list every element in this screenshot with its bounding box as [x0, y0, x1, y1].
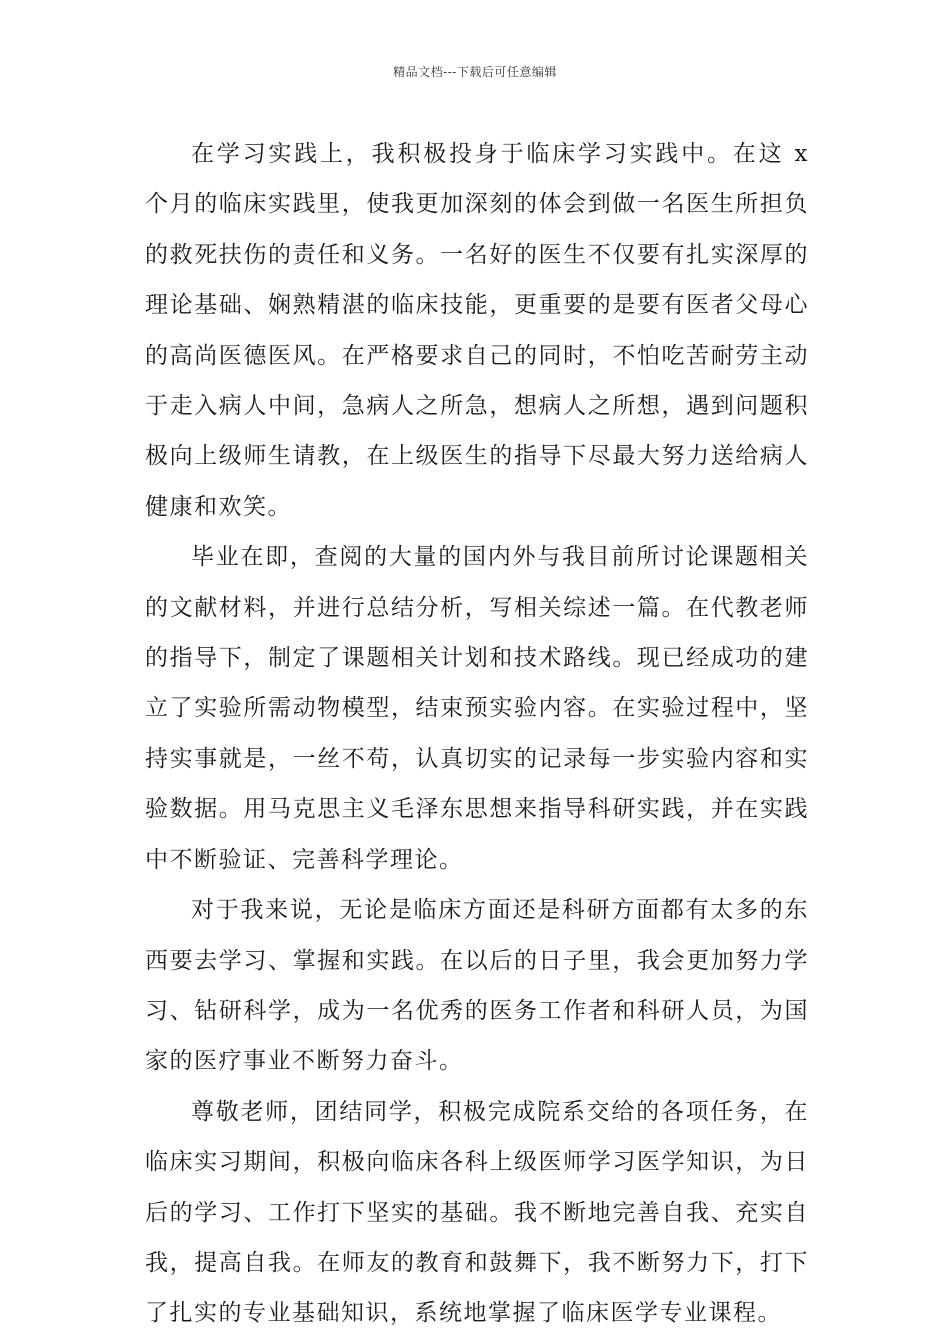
document-body — [145, 129, 809, 1339]
paragraph-research: 毕业在即，查阅的大量的国内外与我目前所讨论课题相关的文献材料，并进行总结分析，写相关综述一篇。在代教老师的指导下，制定了课题相关计划和技术路线。现已经成功的建立了实验所需动物模型，结束预实验内容。在实验过程中，坚持实事就是，一丝不苟，认真切实的记录每一步实验内容和实验数据。用马克思主义毛泽东思想来指导科研实践，并在实践中不断验证、完善科学理论。 — [145, 544, 809, 873]
paragraph-future: 对于我来说，无论是临床方面还是科研方面都有太多的东西要去学习、掌握和实践。在以后的日子里，我会更加努力学习、钻研科学，成为一名优秀的医务工作者和科研人员，为国家的医疗事业不断努力奋斗。 — [145, 897, 809, 1075]
paragraph-clinical-practice: 在学习实践上，我积极投身于临床学习实践中。在这 x 个月的临床实践里，使我更加深刻的体会到做一名医生所担负的救死扶伤的责任和义务。一名好的医生不仅要有扎实深厚的理论基础、娴熟精湛的临床技能，更重要的是要有医者父母心的高尚医德医风。在严格要求自己的同时，不怕吃苦耐劳主动于走入病人中间，急病人之所急，想病人之所想，遇到问题积极向上级师生请教，在上级医生的指导下尽最大努力送给病人健康和欢笑。 — [145, 141, 809, 520]
page-header: 精品文档---下载后可任意编辑 — [393, 65, 557, 79]
paragraph-conduct: 尊敬老师，团结同学，积极完成院系交给的各项任务，在临床实习期间，积极向临床各科上级医师学习医学知识，为日后的学习、工作打下坚实的基础。我不断地完善自我、充实自我，提高自我。在师友的教育和鼓舞下，我不断努力下，打下了扎实的专业基础知识，系统地掌握了临床医学专业课程。 — [145, 1098, 809, 1327]
